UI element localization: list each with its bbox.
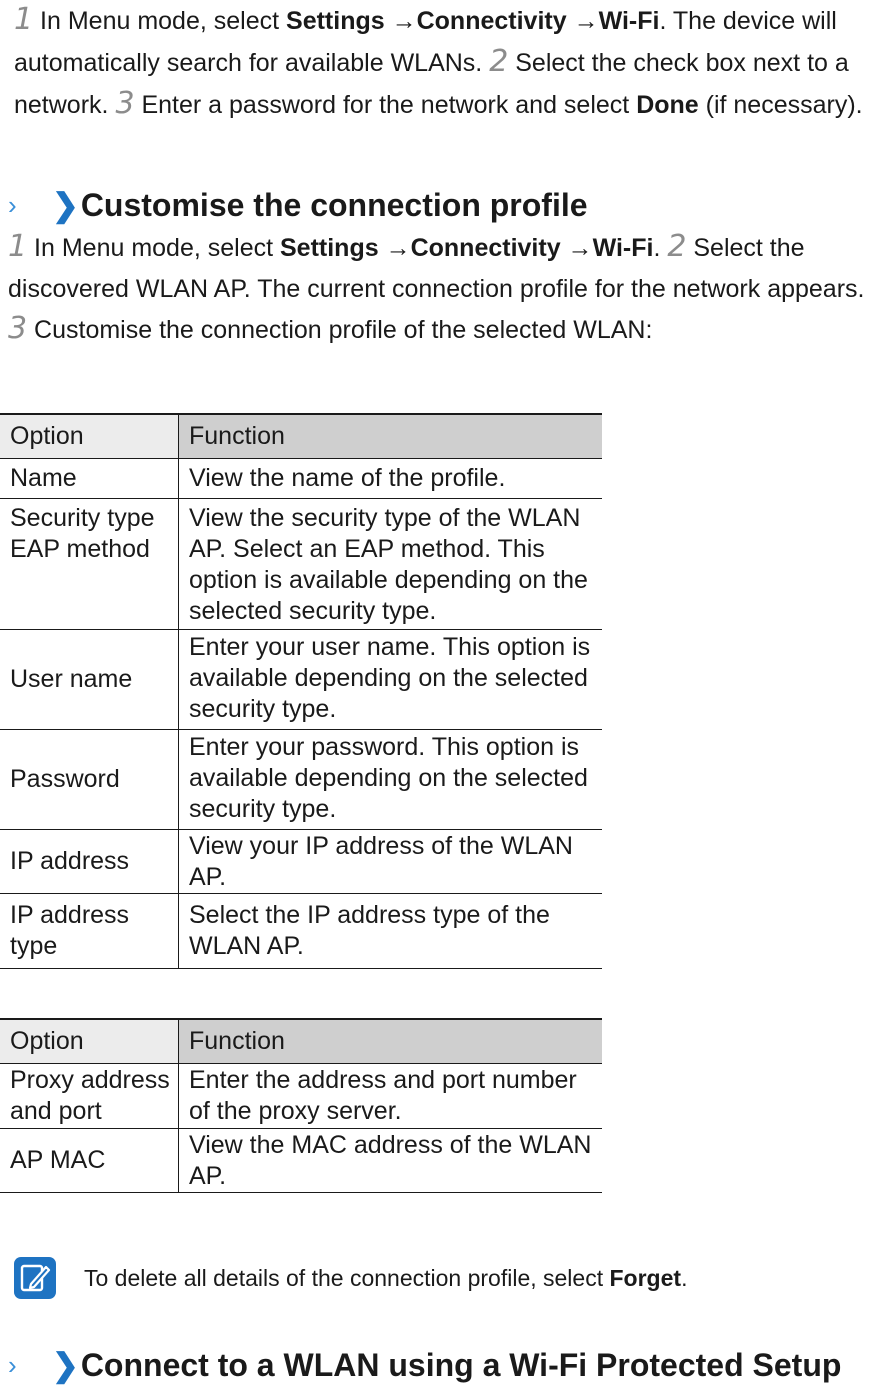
header-option: Option [0, 414, 179, 459]
table-row [0, 630, 602, 730]
chevron-small-icon: › [8, 189, 17, 220]
step-text: (if necessary). [698, 91, 863, 119]
option-cell: Password [0, 730, 179, 830]
table-row [0, 499, 602, 630]
function-cell: View the name of the profile. [179, 459, 603, 499]
table-header-row [0, 1019, 602, 1064]
options-table-1 [0, 413, 602, 969]
menu-path-wifi: Wi-Fi [598, 7, 660, 35]
menu-path-wifi: Wi-Fi [592, 234, 654, 262]
section-title: Connect to a WLAN using a Wi-Fi Protected Setup [80, 1346, 842, 1383]
step-text: In Menu mode, select [40, 7, 287, 35]
arrow: → [378, 234, 411, 262]
section-heading-wps [8, 1346, 841, 1384]
menu-path-settings: Settings [286, 7, 385, 35]
note-pencil-icon [14, 1257, 56, 1299]
menu-path-connectivity: Connectivity [410, 234, 561, 262]
step-text: . The device will automatically search for available WLANs. [14, 7, 837, 77]
option-cell: IP address [0, 830, 179, 894]
section-title: Customise the connection profile [80, 186, 588, 223]
table-row [0, 830, 602, 894]
header-function: Function [179, 1019, 603, 1064]
step-group-customise [8, 228, 878, 351]
step-text: Enter a password for the network and select [134, 91, 637, 119]
menu-path-settings: Settings [280, 234, 379, 262]
forget-label: Forget [609, 1264, 682, 1291]
step-text: Select the check box next to a network. [14, 49, 849, 119]
step-text: Customise the connection profile of the selected WLAN: [27, 316, 653, 344]
step-number: 1 [8, 229, 28, 264]
function-cell: View your IP address of the WLAN AP. [179, 830, 603, 894]
function-cell: Select the IP address type of the WLAN AP. [179, 894, 603, 969]
step-number: 1 [14, 2, 34, 37]
option-cell: Name [0, 459, 179, 499]
step-group-wifi-connect [14, 0, 884, 126]
option-cell: Proxy address and port [0, 1064, 179, 1129]
step-number: 2 [667, 229, 687, 264]
header-function: Function [179, 414, 603, 459]
arrow: → [566, 7, 599, 35]
option-cell: Security type EAP method [0, 499, 179, 630]
note-text [84, 1265, 687, 1292]
table-row [0, 1129, 602, 1193]
chevron-big-icon: ❯ [52, 187, 79, 223]
table-row [0, 730, 602, 830]
table-row [0, 894, 602, 969]
option-cell: User name [0, 630, 179, 730]
section-heading-customise [8, 186, 588, 224]
chevron-big-icon: ❯ [52, 1347, 79, 1383]
table-header-row [0, 414, 602, 459]
step-number: 3 [8, 311, 28, 346]
note-text-part: . [681, 1264, 688, 1291]
step-text: In Menu mode, select [27, 234, 280, 262]
step-text: Select the discovered WLAN AP. The current connection profile for the network appears. [8, 234, 865, 303]
step-number: 2 [489, 44, 509, 79]
option-cell: IP address type [0, 894, 179, 969]
function-cell: View the security type of the WLAN AP. Select an EAP method. This option is available depending on the selected security type. [179, 499, 603, 630]
function-cell: View the MAC address of the WLAN AP. [179, 1129, 603, 1193]
chevron-small-icon: › [8, 1349, 17, 1380]
step-text: . [653, 234, 668, 262]
step-number: 3 [115, 86, 135, 121]
option-cell: AP MAC [0, 1129, 179, 1193]
table-row [0, 1064, 602, 1129]
menu-path-connectivity: Connectivity [416, 7, 567, 35]
function-cell: Enter the address and port number of the proxy server. [179, 1064, 603, 1129]
header-option: Option [0, 1019, 179, 1064]
options-table-2 [0, 1018, 602, 1193]
note-text-part: To delete all details of the connection profile, select [84, 1264, 610, 1291]
done-label: Done [636, 91, 699, 119]
note-box [14, 1248, 884, 1308]
arrow: → [384, 7, 417, 35]
function-cell: Enter your user name. This option is available depending on the selected security type. [179, 630, 603, 730]
function-cell: Enter your password. This option is available depending on the selected security type. [179, 730, 603, 830]
arrow: → [560, 234, 593, 262]
table-row [0, 459, 602, 499]
